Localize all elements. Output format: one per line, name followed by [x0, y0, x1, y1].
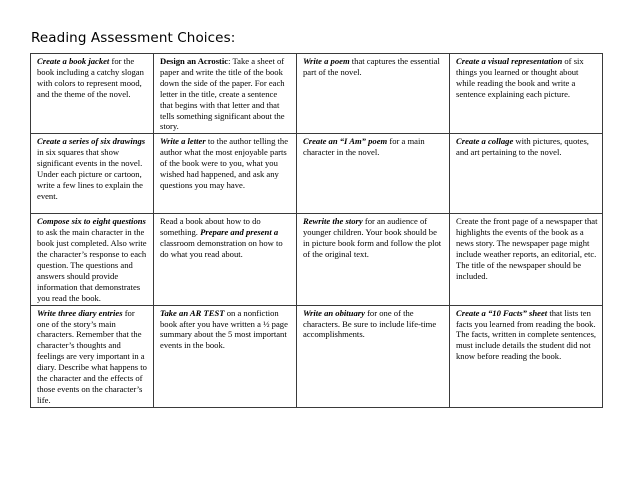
choice-lead: Compose six to eight questions: [37, 216, 146, 227]
choice-text-tail: classroom demonstration on how to do what you read about.: [160, 238, 283, 260]
choice-cell: [31, 54, 154, 134]
choice-lead: Write a poem: [303, 56, 350, 66]
choice-lead: Write three diary entries: [37, 307, 123, 318]
choice-cell: [154, 305, 297, 407]
choice-lead: Create a series of six drawings: [37, 136, 146, 147]
choice-text: on a nonfiction book after you have written a ½ page summary about the 5 most important events in the book.: [160, 307, 288, 351]
choice-text: Create the front page of a newspaper that highlights the events of the book as a news story. The newspaper page might include weather reports, an editorial, etc. The title of the newspaper should be included.: [456, 216, 598, 281]
choice-lead: Create a “10 Facts” sheet: [456, 307, 548, 318]
table-row: [31, 305, 603, 407]
choice-text: that captures the essential part of the novel.: [303, 56, 440, 77]
choice-text: of six things you learned or thought about while reading the book and write a sentence explaining each picture.: [456, 56, 584, 99]
choice-cell: [154, 54, 297, 134]
choice-cell: [450, 214, 603, 305]
choice-cell: [297, 214, 450, 305]
choice-text: for one of the characters. Be sure to include life-time accomplishments.: [303, 307, 437, 340]
choice-text: Read a book about how to do something.: [160, 216, 261, 238]
choice-cell: [31, 134, 154, 214]
choice-text: with pictures, quotes, and art pertaining to the novel.: [456, 136, 589, 158]
choice-lead: Design an Acrostic: [160, 56, 229, 66]
choice-cell: [450, 305, 603, 407]
choice-cell: [31, 214, 154, 305]
choice-cell: [297, 54, 450, 134]
choice-lead: Take an AR TEST: [160, 307, 225, 318]
choice-lead: Create a visual representation: [456, 56, 563, 66]
page-title: Reading Assessment Choices:: [31, 30, 236, 46]
choice-text: to ask the main character in the book just completed. Also write the character’s response to each question. The questions and answers should provide information that demonstrates you read the book.: [37, 227, 147, 303]
table-row: [31, 54, 603, 134]
choice-lead: Rewrite the story: [303, 216, 363, 227]
table-row: [31, 214, 603, 305]
choice-text: : Take a sheet of paper and write the title of the book down the side of the paper. For each letter in the title, create a sentence that begins with that letter and that tells something significant about the story.: [160, 56, 285, 132]
choice-lead: Write a letter: [160, 136, 206, 147]
choice-emphasis: Prepare and present a: [200, 227, 279, 238]
choice-cell: [31, 305, 154, 407]
choice-cell: [297, 305, 450, 407]
choice-text: to the author telling the author what the most enjoyable parts of the book were to you, what you wished had happened, and ask any questions you may have.: [160, 136, 289, 190]
table-row: [31, 134, 603, 214]
choice-text: that lists ten facts you learned from reading the book. The facts, written in complete sentences, must include details the student did not know before reading the book.: [456, 307, 597, 362]
choice-cell: [450, 54, 603, 134]
assessment-choices-table: [30, 53, 603, 408]
choice-cell: [450, 134, 603, 214]
choice-cell: [297, 134, 450, 214]
choice-lead: Create an “I Am” poem: [303, 136, 388, 147]
choice-text: in six squares that show significant events in the novel. Under each picture or cartoon, write a few lines to explain the event.: [37, 147, 143, 201]
choice-text: for one of the story’s main characters. Remember that the character’s thoughts and feelings are very important in a diary. Describe what happens to the character and the effects of those events on the character’s life.: [37, 307, 147, 405]
choice-text: for the book including a catchy slogan with colors to represent mood, and the theme of the novel.: [37, 56, 144, 99]
choice-cell: [154, 134, 297, 214]
choice-lead: Create a collage: [456, 136, 514, 147]
choice-cell: [154, 214, 297, 305]
choice-lead: Write an obituary: [303, 307, 365, 318]
choice-lead: Create a book jacket: [37, 56, 110, 66]
choice-text: for an audience of younger children. Your book should be in picture book form and follow the plot of the original text.: [303, 216, 442, 260]
choice-text: for a main character in the novel.: [303, 136, 425, 158]
